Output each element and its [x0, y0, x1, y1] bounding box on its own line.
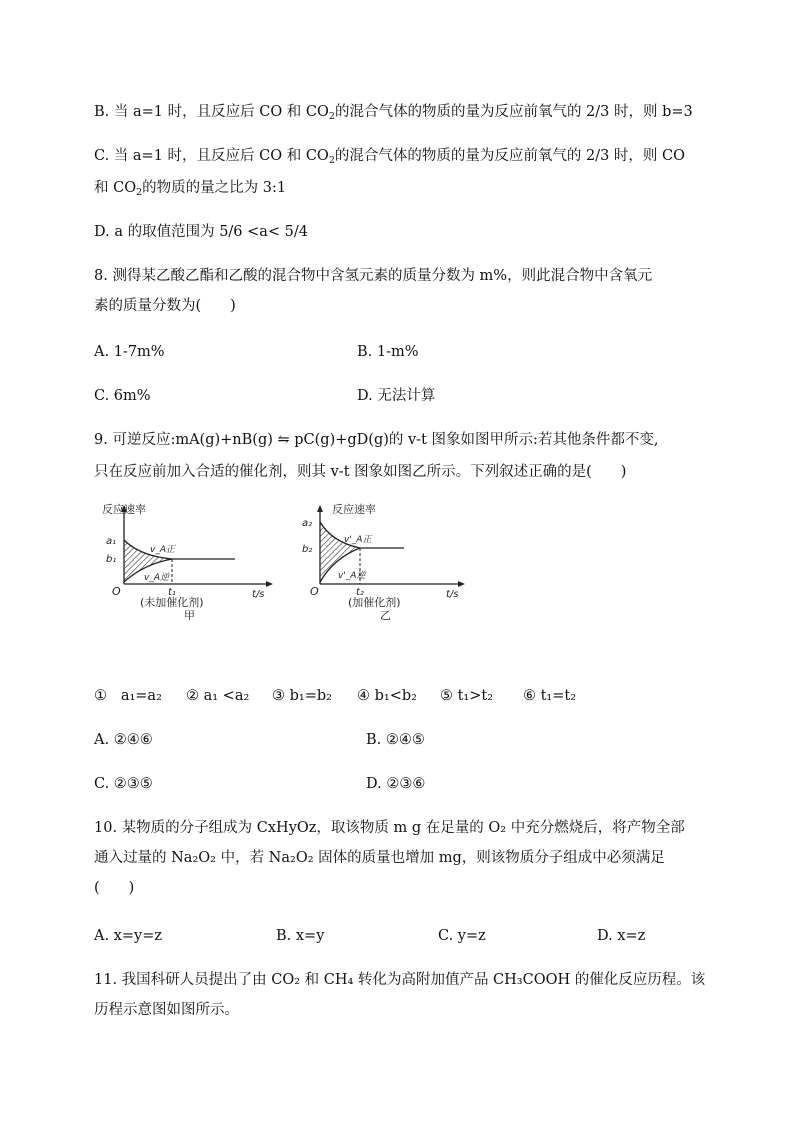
q9-stem-line2: 只在反应前加入合适的催化剂，则其 v-t 图象如图乙所示。下列叙述正确的是( ) — [94, 464, 627, 480]
q9-statement-3: ③ b₁=b₂ — [272, 688, 332, 704]
q8-option-d: D. 无法计算 — [357, 388, 436, 404]
q10-option-c: C. y=z — [438, 928, 486, 944]
q9-statement-6: ⑥ t₁=t₂ — [523, 688, 577, 704]
q10-stem-line2: 通入过量的 Na₂O₂ 中，若 Na₂O₂ 固体的质量也增加 mg，则该物质分子组成中必须满足 — [94, 850, 665, 866]
q7-option-d: D. a 的取值范围为 5/6 <a< 5/4 — [94, 224, 309, 240]
q7-option-c-line1: C. 当 a=1 时，且反应后 CO 和 $CO_2$的混合气体的物质的量为反应前氧气的 2/3 时，则 CO — [94, 148, 686, 166]
figure-yi — [292, 502, 477, 626]
q9-statement-5: ⑤ t₁>t₂ — [440, 688, 494, 704]
label-a: a₁ — [106, 536, 117, 547]
q8-option-c: C. 6m% — [94, 388, 151, 404]
label-vf: v'_A正 — [344, 535, 372, 545]
q9-statement-1: ① a₁=a₂ — [94, 688, 162, 704]
q9-option-b: B. ②④⑤ — [366, 732, 425, 748]
q9-option-c: C. ②③⑤ — [94, 776, 153, 792]
caption-name: 甲 — [184, 609, 195, 622]
q8-option-a: A. 1-7m% — [94, 344, 165, 360]
q8-stem-line1: 8. 测得某乙酸乙酯和乙酸的混合物中含氢元素的质量分数为 m%，则此混合物中含氧元 — [94, 268, 653, 284]
label-vr: v_A逆 — [144, 573, 169, 583]
label-a: a₂ — [302, 518, 313, 529]
q11-stem-line2: 历程示意图如图所示。 — [94, 1002, 239, 1018]
q10-stem-line1: 10. 某物质的分子组成为 CxHyOz，取该物质 m g 在足量的 O₂ 中充分燃烧后，将产物全部 — [94, 820, 685, 836]
vt-graph-yi — [292, 502, 477, 622]
q10-option-a: A. x=y=z — [94, 928, 162, 944]
q10-option-b: B. x=y — [276, 928, 325, 944]
q9-stem-line1: 9. 可逆反应:mA(g)+nB(g) ⇋ pC(g)+gD(g)的 v-t 图象如图甲所示:若其他条件都不变, — [94, 432, 659, 448]
ylabel: 反应速率 — [102, 503, 146, 516]
q8-stem-line2: 素的质量分数为( ) — [94, 298, 236, 314]
figure-jia — [100, 502, 285, 626]
label-b: b₂ — [302, 544, 313, 555]
q9-statement-4: ④ b₁<b₂ — [357, 688, 417, 704]
origin: O — [112, 585, 121, 598]
q10-option-d: D. x=z — [597, 928, 646, 944]
q11-stem-line1: 11. 我国科研人员提出了由 CO₂ 和 CH₄ 转化为高附加值产品 CH₃COOH 的催化反应历程。该 — [94, 972, 706, 988]
caption-note: (未加催化剂) — [140, 596, 204, 609]
q8-option-b: B. 1-m% — [357, 344, 419, 360]
vt-graph-jia — [100, 502, 285, 622]
q10-stem-line3: ( ) — [94, 880, 135, 896]
xlabel: t/s — [446, 589, 459, 600]
origin: O — [310, 585, 319, 598]
xlabel: t/s — [252, 589, 265, 600]
q7-option-b: B. 当 a=1 时，且反应后 CO 和 $CO_2$的混合气体的物质的量为反应前氧气的 2/3 时，则 b=3 — [94, 104, 693, 122]
label-t: t₂ — [356, 587, 364, 598]
label-vf: v_A正 — [150, 545, 175, 555]
caption-name: 乙 — [380, 609, 391, 622]
label-vr: v'_A逆 — [338, 571, 366, 581]
q9-option-a: A. ②④⑥ — [94, 732, 153, 748]
q9-statement-2: ② a₁ <a₂ — [186, 688, 250, 704]
label-t: t₁ — [168, 587, 176, 598]
ylabel: 反应速率 — [332, 503, 376, 516]
label-b: b₁ — [106, 554, 117, 565]
q7-option-c-line2: 和 $CO_2$的物质的量之比为 3:1 — [94, 180, 287, 198]
caption-note: (加催化剂) — [348, 596, 401, 609]
q9-option-d: D. ②③⑥ — [366, 776, 426, 792]
